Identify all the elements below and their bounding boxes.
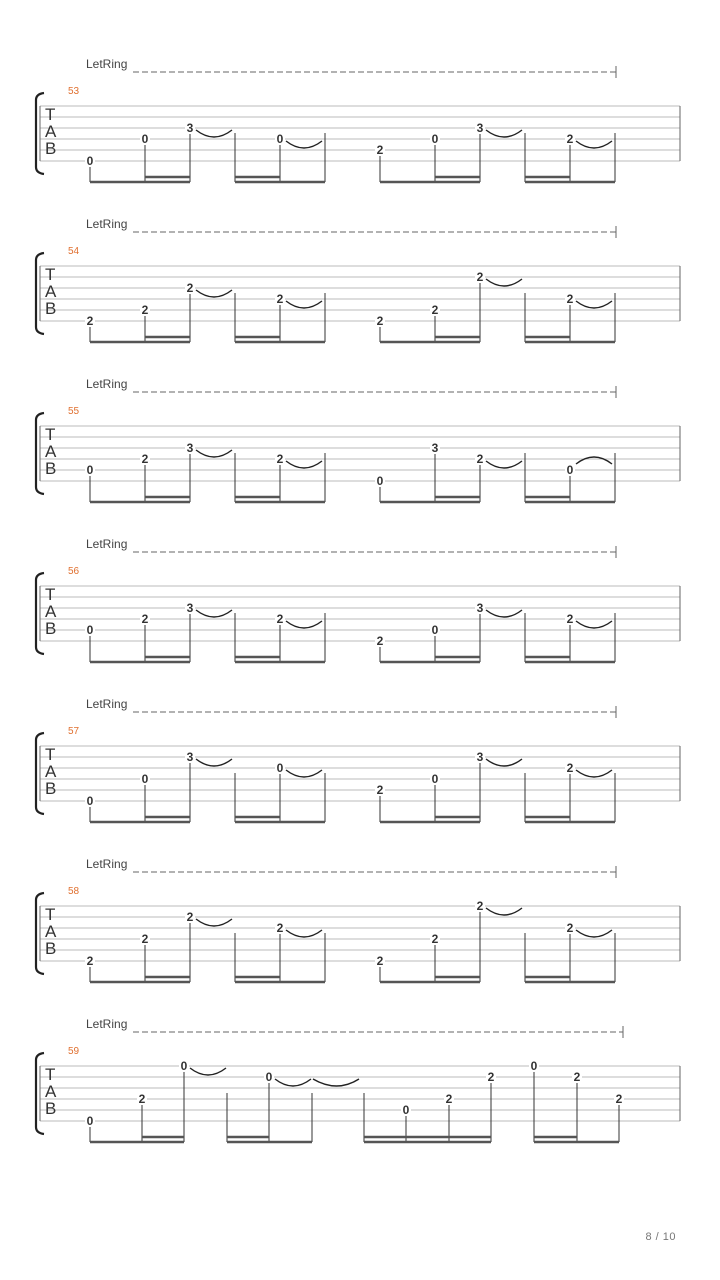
tie-arc — [486, 130, 522, 137]
fret-number: 0 — [530, 1059, 538, 1073]
tab-clef-letter: B — [45, 139, 57, 158]
fret-number: 0 — [566, 463, 574, 477]
fret-number: 0 — [180, 1059, 188, 1073]
fret-number: 3 — [431, 441, 439, 455]
tie-arc — [313, 1079, 359, 1086]
fret-number: 2 — [566, 132, 574, 146]
fret-number: 2 — [487, 1070, 495, 1084]
fret-number: 3 — [186, 601, 194, 615]
tie-arc — [286, 301, 322, 308]
tab-clef-letter: T — [45, 745, 56, 764]
tab-system — [36, 537, 680, 662]
measure-number: 54 — [68, 246, 80, 257]
fret-number: 2 — [376, 143, 384, 157]
fret-number: 3 — [476, 121, 484, 135]
tie-arc — [576, 301, 612, 308]
tab-clef-letter: T — [45, 425, 56, 444]
fret-number: 2 — [566, 292, 574, 306]
let-ring-label: LetRing — [86, 1017, 128, 1031]
tab-clef-letter: T — [45, 1065, 56, 1084]
tab-clef-letter: T — [45, 905, 56, 924]
tie-arc — [486, 610, 522, 617]
tie-arc — [286, 930, 322, 937]
tab-clef-letter: A — [45, 602, 57, 621]
tie-arc — [196, 919, 232, 926]
fret-number: 2 — [566, 612, 574, 626]
fret-number: 0 — [86, 1114, 94, 1128]
measure-number: 57 — [68, 726, 80, 737]
tie-arc — [576, 621, 612, 628]
fret-number: 2 — [141, 612, 149, 626]
tie-arc — [486, 759, 522, 766]
fret-number: 2 — [276, 292, 284, 306]
fret-number: 2 — [615, 1092, 623, 1106]
fret-number: 0 — [86, 794, 94, 808]
fret-number: 2 — [476, 270, 484, 284]
fret-number: 2 — [186, 910, 194, 924]
fret-number: 2 — [141, 303, 149, 317]
tab-system — [36, 697, 680, 822]
measure-number: 58 — [68, 886, 80, 897]
tie-arc — [196, 130, 232, 137]
fret-number: 2 — [141, 932, 149, 946]
fret-number: 0 — [276, 132, 284, 146]
fret-number: 2 — [376, 954, 384, 968]
fret-number: 3 — [476, 601, 484, 615]
tie-arc — [275, 1079, 311, 1086]
fret-number: 2 — [276, 921, 284, 935]
fret-number: 2 — [86, 314, 94, 328]
tie-arc — [196, 450, 232, 457]
measure-number: 56 — [68, 566, 80, 577]
fret-number: 3 — [186, 121, 194, 135]
let-ring-label: LetRing — [86, 377, 128, 391]
fret-number: 2 — [431, 932, 439, 946]
tab-clef-letter: A — [45, 922, 57, 941]
tab-clef-letter: B — [45, 459, 57, 478]
tab-clef-letter: B — [45, 1099, 57, 1118]
fret-number: 0 — [431, 623, 439, 637]
fret-number: 0 — [431, 772, 439, 786]
let-ring-label: LetRing — [86, 57, 128, 71]
fret-number: 3 — [476, 750, 484, 764]
fret-number: 2 — [141, 452, 149, 466]
fret-number: 0 — [141, 132, 149, 146]
fret-number: 2 — [566, 921, 574, 935]
tie-arc — [190, 1068, 226, 1075]
tie-arc — [486, 279, 522, 286]
fret-number: 3 — [186, 441, 194, 455]
fret-number: 2 — [431, 303, 439, 317]
fret-number: 0 — [431, 132, 439, 146]
tab-clef-letter: A — [45, 282, 57, 301]
fret-number: 0 — [86, 623, 94, 637]
tie-arc — [576, 930, 612, 937]
tab-clef-letter: B — [45, 939, 57, 958]
fret-number: 2 — [138, 1092, 146, 1106]
tie-arc — [486, 908, 522, 915]
tie-arc — [286, 621, 322, 628]
tie-arc — [576, 457, 612, 464]
fret-number: 2 — [186, 281, 194, 295]
let-ring-label: LetRing — [86, 697, 128, 711]
tie-arc — [286, 770, 322, 777]
tab-clef-letter: A — [45, 762, 57, 781]
tie-arc — [486, 461, 522, 468]
tab-clef-letter: A — [45, 122, 57, 141]
tie-arc — [286, 141, 322, 148]
fret-number: 2 — [276, 612, 284, 626]
fret-number: 0 — [86, 154, 94, 168]
let-ring-label: LetRing — [86, 857, 128, 871]
fret-number: 2 — [573, 1070, 581, 1084]
tie-arc — [196, 610, 232, 617]
tie-arc — [576, 770, 612, 777]
fret-number: 2 — [376, 314, 384, 328]
fret-number: 0 — [402, 1103, 410, 1117]
tab-clef-letter: A — [45, 442, 57, 461]
tab-clef-letter: B — [45, 299, 57, 318]
let-ring-label: LetRing — [86, 217, 128, 231]
page-number: 8 / 10 — [645, 1231, 676, 1243]
tab-system — [36, 377, 680, 502]
tie-arc — [196, 290, 232, 297]
tie-arc — [196, 759, 232, 766]
tab-clef-letter: T — [45, 585, 56, 604]
measure-number: 53 — [68, 86, 80, 97]
fret-number: 0 — [276, 761, 284, 775]
measure-number: 55 — [68, 406, 80, 417]
measure-number: 59 — [68, 1046, 80, 1057]
tab-clef-letter: T — [45, 265, 56, 284]
tab-clef-letter: B — [45, 779, 57, 798]
fret-number: 2 — [445, 1092, 453, 1106]
tab-system — [36, 57, 680, 182]
fret-number: 0 — [141, 772, 149, 786]
fret-number: 0 — [86, 463, 94, 477]
fret-number: 2 — [566, 761, 574, 775]
tab-system — [36, 217, 680, 342]
tab-clef-letter: T — [45, 105, 56, 124]
tab-system — [36, 1017, 680, 1142]
tie-arc — [576, 141, 612, 148]
fret-number: 2 — [276, 452, 284, 466]
fret-number: 2 — [376, 783, 384, 797]
let-ring-label: LetRing — [86, 537, 128, 551]
fret-number: 0 — [265, 1070, 273, 1084]
tab-clef-letter: A — [45, 1082, 57, 1101]
fret-number: 2 — [476, 452, 484, 466]
tab-clef-letter: B — [45, 619, 57, 638]
fret-number: 0 — [376, 474, 384, 488]
fret-number: 2 — [86, 954, 94, 968]
tab-system — [36, 857, 680, 982]
fret-number: 2 — [376, 634, 384, 648]
fret-number: 2 — [476, 899, 484, 913]
tie-arc — [286, 461, 322, 468]
fret-number: 3 — [186, 750, 194, 764]
